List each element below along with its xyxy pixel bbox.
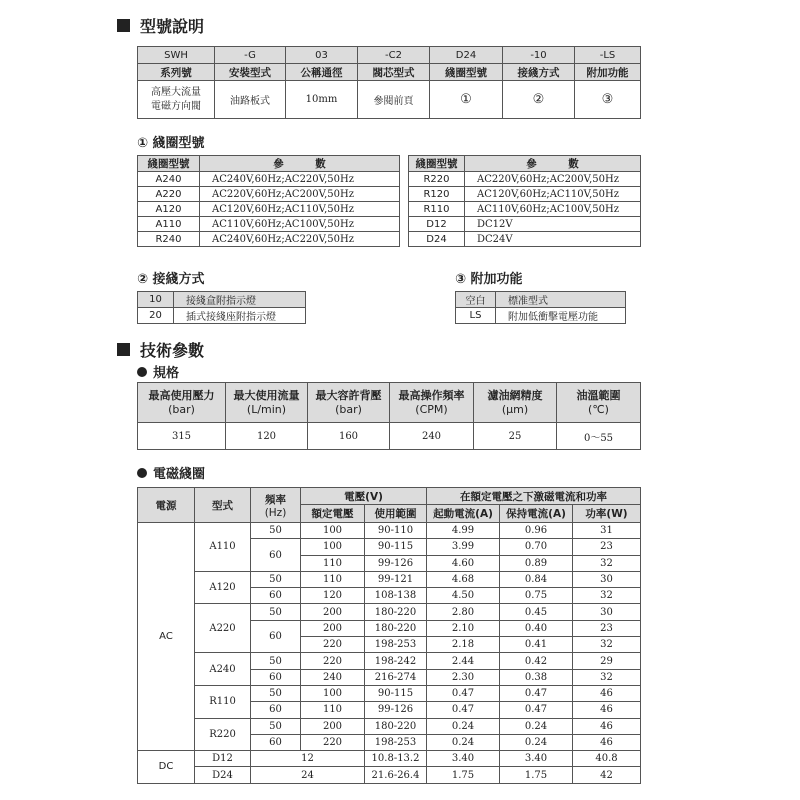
wiring-desc: 插式接綫座附指示燈 xyxy=(174,308,306,324)
em-power-w: 40.8 xyxy=(573,751,641,767)
em-range: 90-110 xyxy=(365,523,427,539)
code-cell: SWH xyxy=(138,47,215,64)
em-start: 0.47 xyxy=(427,685,500,701)
em-hold: 0.41 xyxy=(500,637,573,653)
em-freq: 50 xyxy=(251,718,301,734)
name-cell: 公稱通徑 xyxy=(286,64,358,81)
coil-model: R110 xyxy=(409,202,465,217)
coil-model: D12 xyxy=(409,217,465,232)
em-rated: 220 xyxy=(301,734,365,750)
spec-value: 315 xyxy=(138,423,226,450)
square-bullet-icon xyxy=(117,343,130,356)
wiring-desc: 接綫盒附指示燈 xyxy=(174,292,306,308)
em-range: 180-220 xyxy=(365,620,427,636)
em-range: 99-126 xyxy=(365,702,427,718)
bullet-dot-icon xyxy=(137,468,147,478)
em-freq: 60 xyxy=(251,669,301,685)
spec-value: 160 xyxy=(308,423,390,450)
em-start: 1.75 xyxy=(427,767,500,783)
em-range: 198-253 xyxy=(365,637,427,653)
em-rated: 200 xyxy=(301,604,365,620)
em-start: 2.44 xyxy=(427,653,500,669)
wiring-code: 10 xyxy=(138,292,174,308)
em-start: 0.24 xyxy=(427,734,500,750)
em-coil-table xyxy=(137,487,641,784)
em-range: 99-121 xyxy=(365,571,427,587)
em-start: 4.99 xyxy=(427,523,500,539)
em-power-w: 32 xyxy=(573,669,641,685)
em-freq: 60 xyxy=(251,702,301,718)
em-start: 4.68 xyxy=(427,571,500,587)
em-row xyxy=(138,653,641,669)
code-cell: D24 xyxy=(430,47,503,64)
model-code-table xyxy=(137,46,641,119)
em-start: 2.30 xyxy=(427,669,500,685)
spec-value: 240 xyxy=(390,423,474,450)
bullet-dot-icon xyxy=(137,367,147,377)
coil-model: R120 xyxy=(409,187,465,202)
em-hold: 1.75 xyxy=(500,767,573,783)
em-start: 2.18 xyxy=(427,637,500,653)
spec-header: 濾油網精度 (μm) xyxy=(474,383,557,423)
coil-model: R220 xyxy=(409,172,465,187)
model-section-title: 型號說明 xyxy=(117,14,204,37)
em-hold: 0.24 xyxy=(500,734,573,750)
em-power-w: 23 xyxy=(573,539,641,555)
em-power-w: 30 xyxy=(573,571,641,587)
em-hold: 0.75 xyxy=(500,588,573,604)
coil-table-right xyxy=(408,155,641,247)
em-power-dc: DC xyxy=(138,751,195,784)
spec-value: 25 xyxy=(474,423,557,450)
em-power-w: 32 xyxy=(573,588,641,604)
coil-param: AC220V,60Hz;AC200V,50Hz xyxy=(465,172,641,187)
em-hold: 0.24 xyxy=(500,718,573,734)
em-power-w: 31 xyxy=(573,523,641,539)
em-range: 10.8-13.2 xyxy=(365,751,427,767)
tech-section-title: 技術參數 xyxy=(117,338,204,361)
value-cell: ③ xyxy=(575,81,641,119)
em-rated: 24 xyxy=(251,767,365,783)
name-cell: 系列號 xyxy=(138,64,215,81)
code-cell: -LS xyxy=(575,47,641,64)
em-range: 216-274 xyxy=(365,669,427,685)
coil-param: AC120V,60Hz;AC110V,50Hz xyxy=(465,187,641,202)
em-range: 198-242 xyxy=(365,653,427,669)
em-freq: 60 xyxy=(251,620,301,653)
extra-desc: 標准型式 xyxy=(496,292,626,308)
em-rated: 110 xyxy=(301,571,365,587)
em-start: 0.24 xyxy=(427,718,500,734)
em-header-voltage: 電壓(V) xyxy=(301,488,427,505)
extra-code: LS xyxy=(456,308,496,324)
em-section-title: 電磁綫圈 xyxy=(137,463,205,482)
extra-section-title: ③ 附加功能 xyxy=(455,272,523,287)
em-power-w: 32 xyxy=(573,637,641,653)
spec-header: 油溫範圍 (℃) xyxy=(557,383,641,423)
em-hold: 0.40 xyxy=(500,620,573,636)
em-start: 4.50 xyxy=(427,588,500,604)
em-power-w: 29 xyxy=(573,653,641,669)
em-rated: 220 xyxy=(301,637,365,653)
em-rated: 200 xyxy=(301,718,365,734)
em-header-hold: 保持電流(A) xyxy=(500,505,573,523)
coil-param: DC24V xyxy=(465,232,641,247)
em-rated: 100 xyxy=(301,539,365,555)
em-row xyxy=(138,571,641,587)
em-row xyxy=(138,718,641,734)
em-hold: 0.38 xyxy=(500,669,573,685)
em-rated: 110 xyxy=(301,555,365,571)
em-start: 3.40 xyxy=(427,751,500,767)
spec-value: 0～55 xyxy=(557,423,641,450)
em-range: 90-115 xyxy=(365,685,427,701)
em-rated: 100 xyxy=(301,523,365,539)
spec-table xyxy=(137,382,641,450)
em-freq: 60 xyxy=(251,588,301,604)
coil-param: AC240V,60Hz;AC220V,50Hz xyxy=(200,172,400,187)
coil-param: AC120V,60Hz;AC110V,50Hz xyxy=(200,202,400,217)
em-range: 99-126 xyxy=(365,555,427,571)
coil-param: DC12V xyxy=(465,217,641,232)
em-type: R220 xyxy=(195,718,251,751)
square-bullet-icon xyxy=(117,19,130,32)
em-range: 21.6-26.4 xyxy=(365,767,427,783)
extra-desc: 附加低衝擊電壓功能 xyxy=(496,308,626,324)
spec-header: 最高操作頻率 (CPM) xyxy=(390,383,474,423)
em-start: 4.60 xyxy=(427,555,500,571)
coil-model: R240 xyxy=(138,232,200,247)
em-freq: 60 xyxy=(251,539,301,572)
em-header-start: 起動電流(A) xyxy=(427,505,500,523)
coil-model: A120 xyxy=(138,202,200,217)
em-row xyxy=(138,751,641,767)
col-model-header: 綫圈型號 xyxy=(409,156,465,172)
em-rated: 110 xyxy=(301,702,365,718)
em-freq: 50 xyxy=(251,571,301,587)
wiring-section-title: ② 接綫方式 xyxy=(137,272,205,287)
coil-model: A110 xyxy=(138,217,200,232)
em-header-type: 型式 xyxy=(195,488,251,523)
em-rated: 12 xyxy=(251,751,365,767)
em-start: 2.10 xyxy=(427,620,500,636)
em-power-ac: AC xyxy=(138,523,195,751)
em-start: 2.80 xyxy=(427,604,500,620)
wiring-table xyxy=(137,291,306,324)
code-cell: -C2 xyxy=(358,47,430,64)
em-freq: 60 xyxy=(251,734,301,750)
em-range: 180-220 xyxy=(365,718,427,734)
em-row xyxy=(138,523,641,539)
coil-table-left xyxy=(137,155,400,247)
em-rated: 240 xyxy=(301,669,365,685)
col-param-header: 參 數 xyxy=(200,156,400,172)
value-cell: 參閱前頁 xyxy=(358,81,430,119)
coil-model: A220 xyxy=(138,187,200,202)
em-rated: 100 xyxy=(301,685,365,701)
em-range: 198-253 xyxy=(365,734,427,750)
name-cell: 附加功能 xyxy=(575,64,641,81)
code-cell: 03 xyxy=(286,47,358,64)
em-hold: 0.84 xyxy=(500,571,573,587)
em-freq: 50 xyxy=(251,604,301,620)
em-rated: 220 xyxy=(301,653,365,669)
em-hold: 0.89 xyxy=(500,555,573,571)
em-row xyxy=(138,767,641,783)
em-type: A240 xyxy=(195,653,251,686)
em-type: D12 xyxy=(195,751,251,767)
em-type: A110 xyxy=(195,523,251,572)
spec-header: 最大使用流量 (L/min) xyxy=(226,383,308,423)
coil-model: A240 xyxy=(138,172,200,187)
em-hold: 0.42 xyxy=(500,653,573,669)
em-row xyxy=(138,685,641,701)
extra-table xyxy=(455,291,626,324)
em-type: A120 xyxy=(195,571,251,604)
em-type: A220 xyxy=(195,604,251,653)
coil-param: AC110V,60Hz;AC100V,50Hz xyxy=(200,217,400,232)
value-cell: 10mm xyxy=(286,81,358,119)
coil-param: AC220V,60Hz;AC200V,50Hz xyxy=(200,187,400,202)
em-power-w: 30 xyxy=(573,604,641,620)
em-freq: 50 xyxy=(251,685,301,701)
em-range: 90-115 xyxy=(365,539,427,555)
em-hold: 0.96 xyxy=(500,523,573,539)
extra-code: 空白 xyxy=(456,292,496,308)
coil-param: AC110V,60Hz;AC100V,50Hz xyxy=(465,202,641,217)
em-hold: 0.45 xyxy=(500,604,573,620)
coil-model: D24 xyxy=(409,232,465,247)
name-cell: 閥芯型式 xyxy=(358,64,430,81)
col-param-header: 參 數 xyxy=(465,156,641,172)
em-power-w: 46 xyxy=(573,718,641,734)
code-cell: -G xyxy=(215,47,286,64)
em-type: D24 xyxy=(195,767,251,783)
em-range: 180-220 xyxy=(365,604,427,620)
em-hold: 0.47 xyxy=(500,685,573,701)
em-header-power: 電源 xyxy=(138,488,195,523)
value-cell: 油路板式 xyxy=(215,81,286,119)
em-start: 3.99 xyxy=(427,539,500,555)
code-cell: -10 xyxy=(503,47,575,64)
em-power-w: 42 xyxy=(573,767,641,783)
em-header-power-w: 功率(W) xyxy=(573,505,641,523)
em-header-rated: 額定電壓 xyxy=(301,505,365,523)
em-hold: 0.47 xyxy=(500,702,573,718)
em-hold: 3.40 xyxy=(500,751,573,767)
coil-section-title: ① 綫圈型號 xyxy=(137,136,205,151)
value-cell: ② xyxy=(503,81,575,119)
em-header-freq: 頻率 (Hz) xyxy=(251,488,301,523)
em-power-w: 46 xyxy=(573,702,641,718)
em-power-w: 32 xyxy=(573,555,641,571)
wiring-code: 20 xyxy=(138,308,174,324)
em-freq: 50 xyxy=(251,523,301,539)
em-start: 0.47 xyxy=(427,702,500,718)
spec-value: 120 xyxy=(226,423,308,450)
spec-title: 規格 xyxy=(137,362,179,381)
value-cell: ① xyxy=(430,81,503,119)
name-cell: 綫圈型號 xyxy=(430,64,503,81)
em-power-w: 23 xyxy=(573,620,641,636)
em-rated: 200 xyxy=(301,620,365,636)
col-model-header: 綫圈型號 xyxy=(138,156,200,172)
em-type: R110 xyxy=(195,685,251,718)
em-header-range: 使用範圍 xyxy=(365,505,427,523)
spec-header: 最高使用壓力 (bar) xyxy=(138,383,226,423)
em-rated: 120 xyxy=(301,588,365,604)
name-cell: 安裝型式 xyxy=(215,64,286,81)
em-header-group: 在額定電壓之下激磁電流和功率 xyxy=(427,488,641,505)
em-power-w: 46 xyxy=(573,734,641,750)
em-freq: 50 xyxy=(251,653,301,669)
em-range: 108-138 xyxy=(365,588,427,604)
em-power-w: 46 xyxy=(573,685,641,701)
coil-param: AC240V,60Hz;AC220V,50Hz xyxy=(200,232,400,247)
em-hold: 0.70 xyxy=(500,539,573,555)
em-row xyxy=(138,604,641,620)
spec-header: 最大容許背壓 (bar) xyxy=(308,383,390,423)
name-cell: 接綫方式 xyxy=(503,64,575,81)
value-cell: 高壓大流量 電磁方向閥 xyxy=(138,81,215,119)
